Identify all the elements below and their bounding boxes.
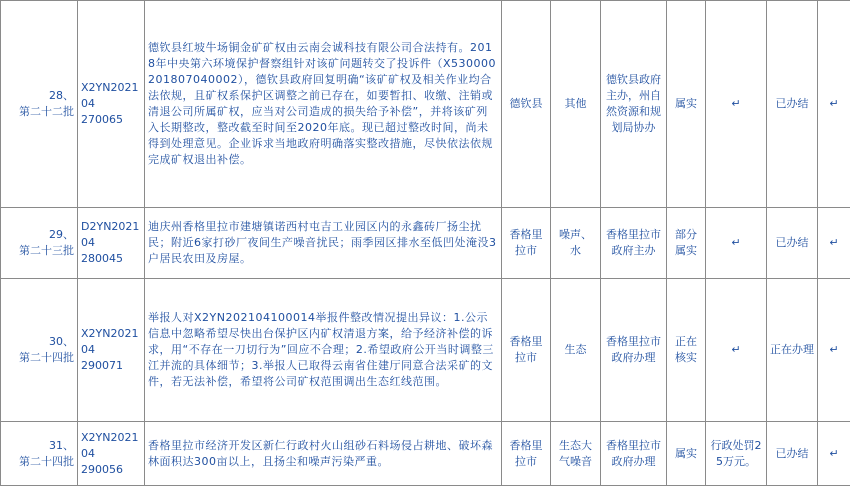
case-code (78, 422, 145, 486)
remark-cell (818, 208, 850, 279)
row-index-text: 28、 第二十二批 (4, 88, 74, 120)
category-text: 生态 (565, 343, 587, 356)
verified-cell (667, 422, 706, 486)
remark-cell (818, 422, 850, 486)
category-cell (551, 1, 601, 208)
remark-cell (818, 1, 850, 208)
case-code (78, 279, 145, 422)
status-cell (767, 208, 818, 279)
responsible-text: 德钦县政府主办，州自然资源和规划局协办 (606, 73, 661, 134)
return-mark-icon: ↵ (731, 343, 740, 356)
return-mark-icon: ↵ (731, 97, 740, 110)
verified-cell (667, 1, 706, 208)
category-cell (551, 279, 601, 422)
measures-cell (706, 208, 767, 279)
region-text: 香格里拉市 (510, 335, 543, 364)
verified-text: 属实 (675, 447, 697, 460)
status-cell (767, 422, 818, 486)
responsible-text: 香格里拉市政府办理 (606, 335, 661, 364)
region-cell (502, 1, 551, 208)
region-cell (502, 279, 551, 422)
region-cell (502, 422, 551, 486)
return-mark-icon: ↵ (829, 447, 838, 460)
case-code (78, 208, 145, 279)
return-mark-icon: ↵ (731, 236, 740, 249)
row-index-text: 29、 第二十三批 (4, 227, 74, 259)
responsible-cell (601, 1, 667, 208)
row-index-text: 30、 第二十四批 (4, 334, 74, 366)
verified-cell (667, 279, 706, 422)
status-text: 已办结 (776, 447, 809, 460)
responsible-text: 香格里拉市政府主办 (606, 228, 661, 257)
case-code-text: X2YN202104 290071 (81, 327, 138, 372)
row-index (1, 279, 78, 422)
table-row (1, 279, 850, 422)
status-text: 已办结 (776, 97, 809, 110)
row-index (1, 1, 78, 208)
verified-text: 部分属实 (675, 228, 697, 257)
status-cell (767, 1, 818, 208)
category-cell (551, 208, 601, 279)
verified-cell (667, 208, 706, 279)
case-description (145, 208, 502, 279)
case-code-text: X2YN202104 290056 (81, 431, 138, 476)
row-index (1, 422, 78, 486)
case-description (145, 1, 502, 208)
case-code (78, 1, 145, 208)
table-row (1, 1, 850, 208)
case-description (145, 279, 502, 422)
return-mark-icon: ↵ (829, 236, 838, 249)
region-cell (502, 208, 551, 279)
case-description-text: 举报人对X2YN202104100014举报件整改情况提出异议：1.公示信息中忽略希望尽快出台保护区内矿权清退方案，给予经济补偿的诉求，用“不存在一刀切行为”回应不合理；2.希望政府公开当时调整三江并流的具体细节；3.举报人已取得云南省住建厅同意合法采矿的文件，若无法补偿，希望将公司矿权范围调出生态红线范围。 (148, 311, 494, 388)
responsible-cell (601, 208, 667, 279)
return-mark-icon: ↵ (829, 97, 838, 110)
responsible-cell (601, 422, 667, 486)
status-text: 正在办理 (770, 343, 814, 356)
verified-text: 正在核实 (675, 335, 697, 364)
responsible-text: 香格里拉市政府办理 (606, 439, 661, 468)
row-index-text: 31、 第二十四批 (4, 438, 74, 470)
case-description (145, 422, 502, 486)
category-cell (551, 422, 601, 486)
measures-cell (706, 422, 767, 486)
measures-text: 行政处罚25万元。 (711, 439, 762, 468)
row-index (1, 208, 78, 279)
case-code-text: X2YN202104 270065 (81, 81, 138, 126)
category-text: 噪声、水 (559, 228, 592, 257)
category-text: 其他 (565, 97, 587, 110)
table-row (1, 422, 850, 486)
verified-text: 属实 (675, 97, 697, 110)
region-text: 德钦县 (510, 97, 543, 110)
table-row (1, 208, 850, 279)
measures-cell (706, 279, 767, 422)
case-description-text: 迪庆州香格里拉市建塘镇诺西村屯吉工业园区内的永鑫砖厂扬尘扰民；附近6家打砂厂夜间生产噪音扰民；雨季园区排水至低凹处淹没3户居民农田及房屋。 (148, 220, 497, 265)
remark-cell (818, 279, 850, 422)
responsible-cell (601, 279, 667, 422)
case-code-text: D2YN202104 280045 (81, 220, 139, 265)
measures-cell (706, 1, 767, 208)
case-description-text: 香格里拉市经济开发区新仁行政村火山组砂石料场侵占耕地、破坏森林面积达300亩以上，且扬尘和噪声污染严重。 (148, 439, 493, 468)
case-description-text: 德钦县红坡牛场铜金矿矿权由云南会诚科技有限公司合法持有。2018年中央第六环境保护督察组针对该矿问题转交了投诉件（X530000201807040002），德钦县政府回复明确“该矿矿权及相关作业均合法依规，且矿权系保护区调整之前已存在，如要暂扣、收缴、注销或清退公司所属矿权，应当对公司造成的损失给予补偿”，并将该矿列入长期整改，整改截至时间至2020年底。现已超过整改时间，尚未得到处理意见。企业诉求当地政府明确落实整改措施，尽快依法依规完成矿权退出补偿。 (148, 41, 496, 166)
category-text: 生态大气噪音 (559, 439, 592, 468)
region-text: 香格里拉市 (510, 228, 543, 257)
status-cell (767, 279, 818, 422)
region-text: 香格里拉市 (510, 439, 543, 468)
status-text: 已办结 (776, 236, 809, 249)
return-mark-icon: ↵ (829, 343, 838, 356)
